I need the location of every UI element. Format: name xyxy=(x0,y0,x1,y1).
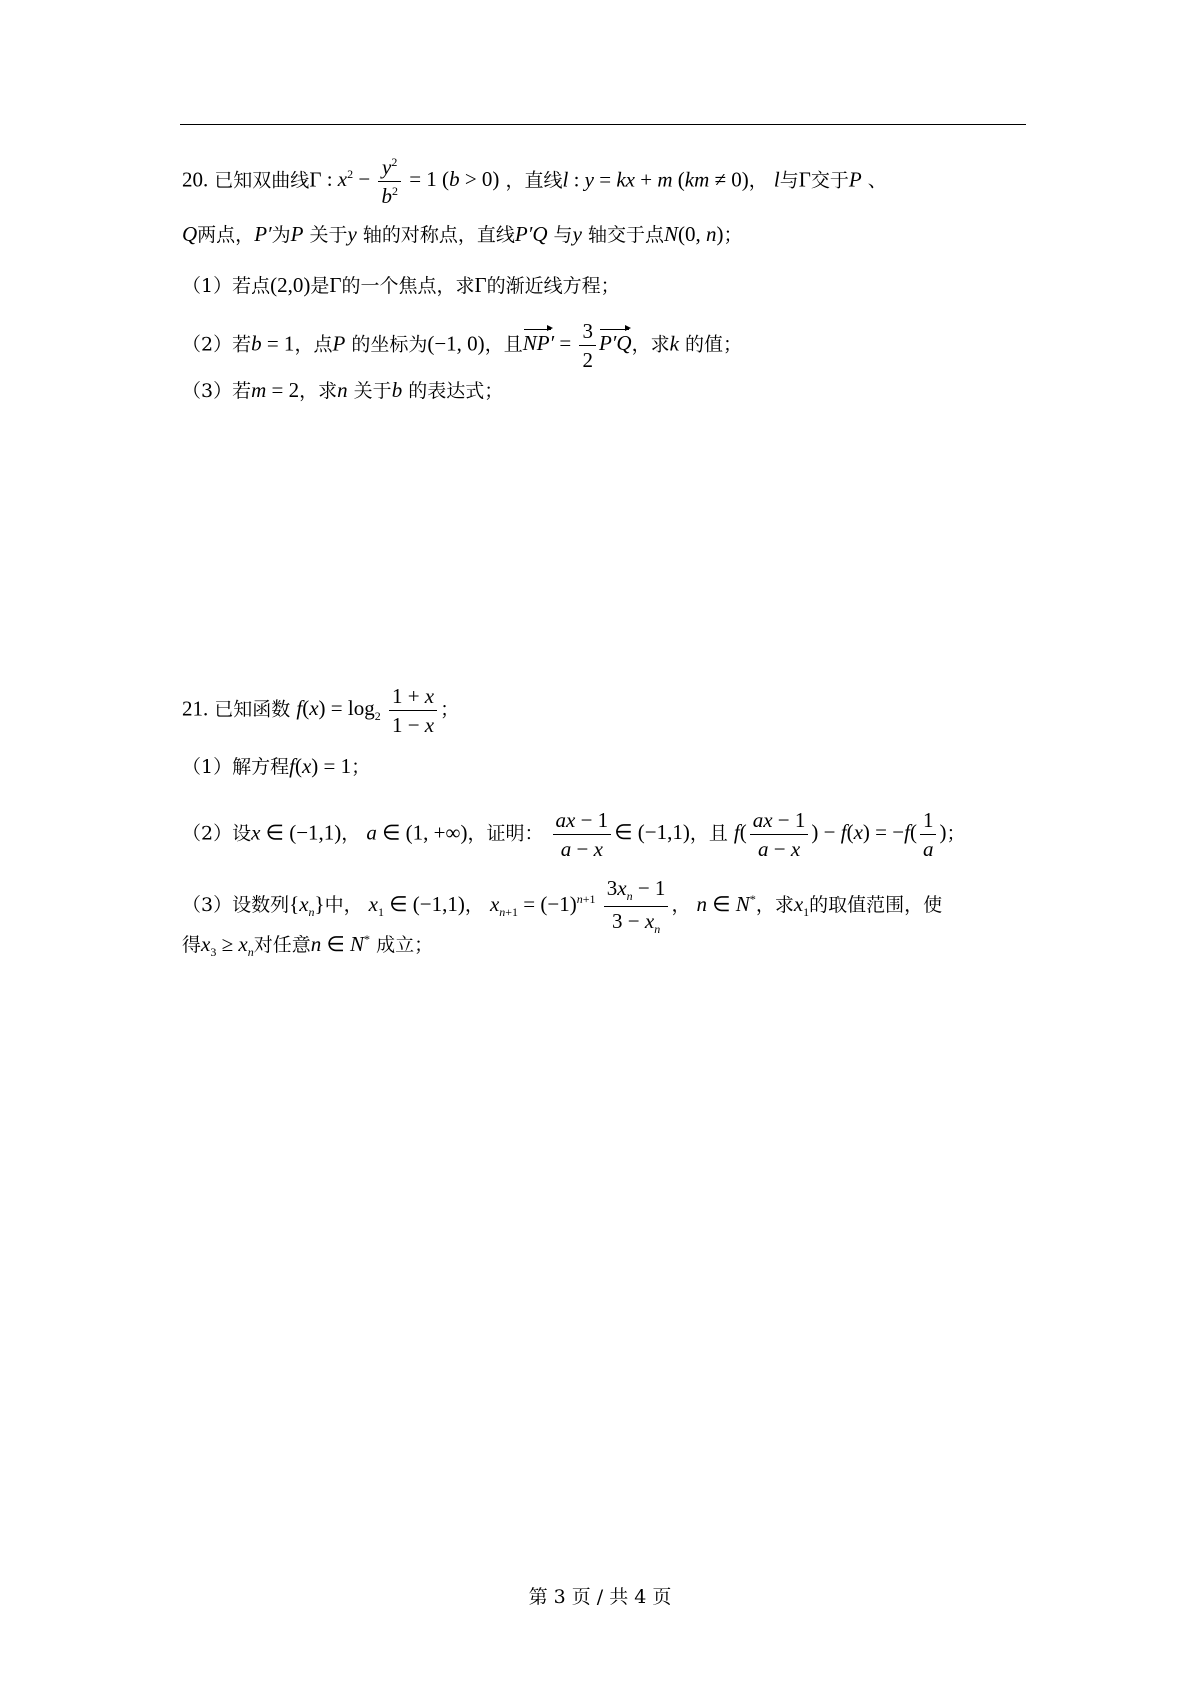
q20-line-1: 20. 已知双曲线Γ : $x^2$ − $\frac{y^2}{b^2}$ = 1 (b > 0) ，直线l : y = kx + m (km ≠ 0)， l与Γ交于P 、 xyxy=(182,155,887,209)
function-definition: $f(x) = \log_2$ $\frac{1 + x}{1 - x}$ xyxy=(296,696,440,720)
q20-line-2: Q两点，P′为P 关于y 轴的对称点，直线P′Q 与y 轴交于点N(0, n)； xyxy=(182,222,743,246)
q21-part-3: （3）设数列$\{x_n\}$中， $x_1$ ∈ (−1,1)， $x_{n+1} = (-1)^{n+1}$ $\frac{3x_n - 1}{3 - x_n}$ ， n ∈ N*，求$x_1$的取值范围，使 xyxy=(182,876,943,936)
page-footer: 第 3 页 / 共 4 页 xyxy=(528,1586,672,1608)
vector-equation: NP′ = $\frac{3}{2}$ P′Q xyxy=(522,319,632,373)
q21-line-1: 21. 已知函数 $f(x) = \log_2$ $\frac{1 + x}{1 - x}$ ； xyxy=(182,684,460,738)
line-equation: l : y = kx + m (km ≠ 0) xyxy=(562,167,749,192)
q21-part-2: （2）设x ∈ (−1,1)， a ∈ (1, +∞)，证明： $\frac{ax - 1}{a - x}$ ∈ (−1,1)，且 f( $\frac{ax - 1}{a - x}$ ) − f(x) = −f( $\frac{1}{a}$ )； xyxy=(182,808,966,862)
q20-part-1: （1）若点(2,0)是Γ的一个焦点，求Γ的渐近线方程； xyxy=(182,273,620,297)
q20-part-2: （2）若b = 1，点P 的坐标为(−1, 0)，且NP′ = $\frac{3}{2}$ P′Q，求k 的值； xyxy=(182,319,742,373)
q21-part-3-cont: 得$x_3 \ge x_n$对任意n ∈ N* 成立； xyxy=(182,932,434,960)
header-rule xyxy=(180,124,1026,125)
q21-number: 21. xyxy=(182,696,209,721)
q20-part-3: （3）若m = 2，求n 关于b 的表达式； xyxy=(182,378,504,402)
recurrence-equation: $x_{n+1} = (-1)^{n+1}$ $\frac{3x_n - 1}{3 - x_n}$ xyxy=(490,892,672,916)
identity-equation: f( $\frac{ax - 1}{a - x}$ ) − f(x) = −f( $\frac{1}{a}$ ) xyxy=(733,808,947,862)
q21-part-1: （1）解方程f(x) = 1； xyxy=(182,754,371,778)
hyperbola-equation: : $x^2$ − $\frac{y^2}{b^2}$ = 1 (b > 0) xyxy=(321,155,500,209)
q20-number: 20. xyxy=(182,167,209,192)
